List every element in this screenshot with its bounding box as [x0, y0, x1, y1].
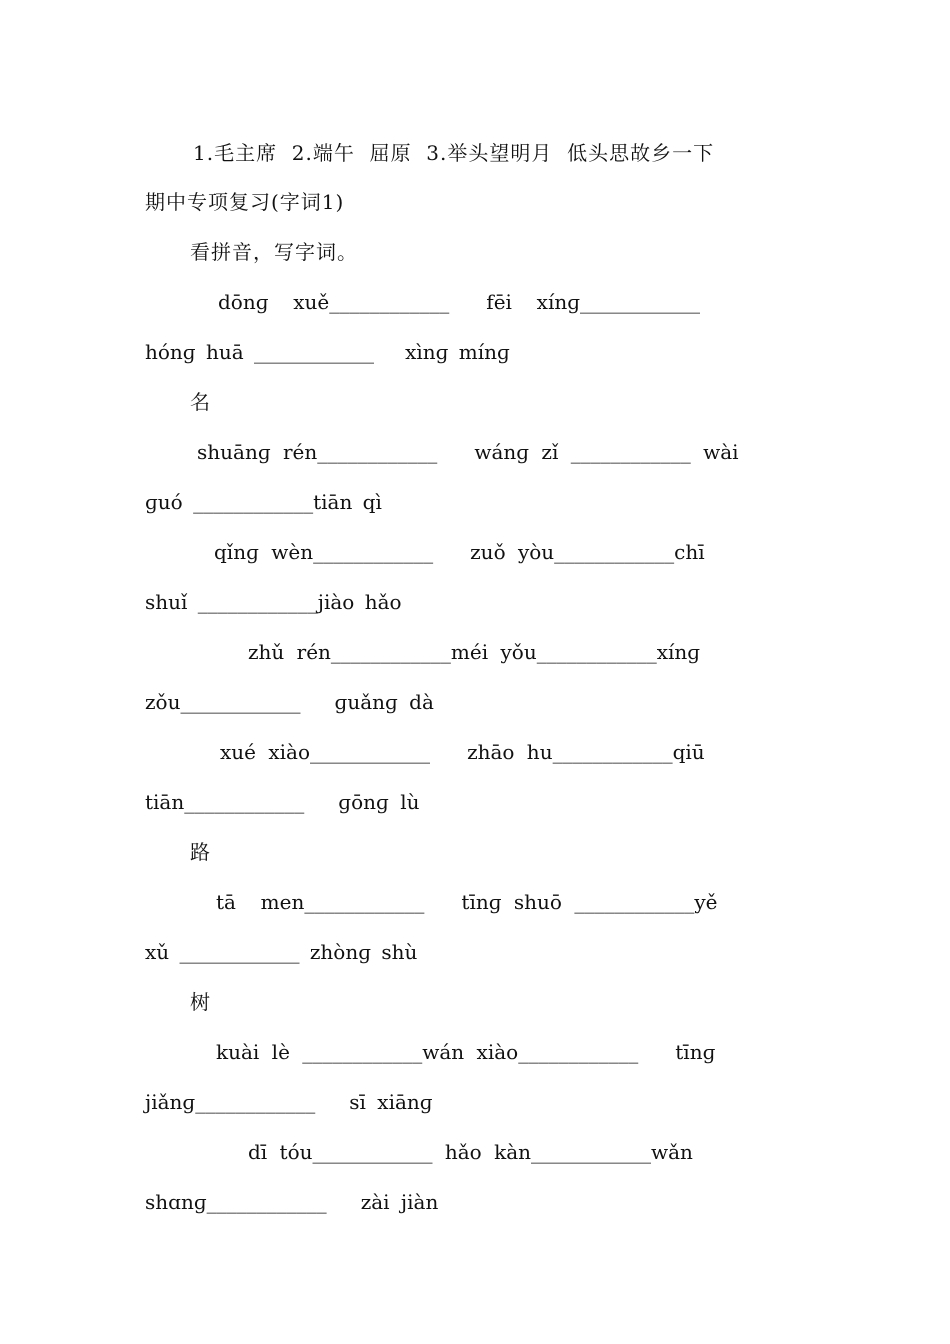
pinyin-line-14: jiǎnɡ____________ sī xiānɡ	[145, 1090, 433, 1114]
pinyin-line-16: shɑnɡ____________ zài jiàn	[145, 1190, 439, 1214]
pinyin-line-5: qǐnɡ wèn____________ zuǒ yòu____________chī	[214, 540, 705, 564]
pinyin-line-3: shuānɡ rén____________ wánɡ zǐ ____________ wài	[197, 440, 739, 464]
pinyin-line-7: zhǔ rén____________méi yǒu____________xínɡ	[248, 640, 701, 664]
answer-char-ming: 名	[190, 390, 211, 414]
pinyin-line-15: dī tóu____________ hǎo kàn____________wǎn	[248, 1140, 693, 1164]
header-answers-line: 1.毛主席 2.端午 屈原 3.举头望明月 低头思故乡一下	[193, 141, 715, 165]
answer-char-lu: 路	[190, 840, 211, 864]
pinyin-line-6: shuǐ ____________jiào hǎo	[145, 590, 402, 614]
pinyin-line-12: xǔ ____________ zhònɡ shù	[145, 940, 418, 964]
pinyin-line-9: xué xiào____________ zhāo hu____________qiū	[220, 740, 705, 764]
section-title: 期中专项复习(字词1)	[145, 190, 345, 214]
pinyin-line-8: zǒu____________ ɡuǎnɡ dà	[145, 690, 434, 714]
pinyin-line-1: dōnɡ xuě____________ fēi xínɡ____________	[218, 290, 701, 314]
pinyin-line-11: tā men____________ tīnɡ shuō ____________yě	[216, 890, 718, 914]
answer-char-shu: 树	[190, 990, 211, 1014]
pinyin-line-4: ɡuó ____________tiān qì	[145, 490, 382, 514]
instruction-text: 看拼音，写字词。	[190, 240, 358, 264]
pinyin-line-2: hónɡ huā ____________ xìnɡ mínɡ	[145, 340, 510, 364]
pinyin-line-13: kuài lè ____________wán xiào____________ tīnɡ	[216, 1040, 716, 1064]
pinyin-line-10: tiān____________ ɡōnɡ lù	[145, 790, 420, 814]
